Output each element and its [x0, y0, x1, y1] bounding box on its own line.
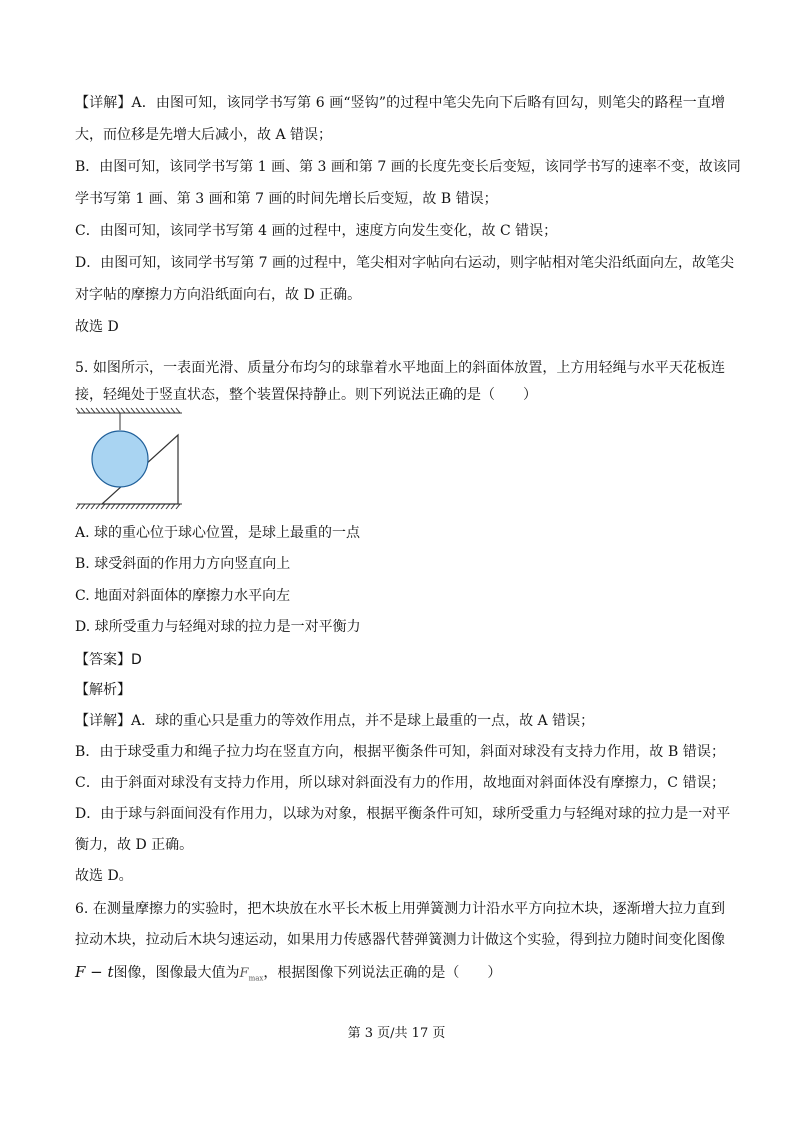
question-6-stem: 拉动木块，拉动后木块匀速运动，如果用力传感器代替弹簧测力计做这个实验，得到拉力随时间变化图像 — [75, 932, 725, 948]
analysis-label: 【解析】 — [75, 682, 131, 698]
text-fragment: ，根据图像下列说法正确的是（ ） — [263, 965, 502, 981]
text-fragment: 图像，图像最大值为 — [113, 965, 240, 981]
ceiling-hatch — [76, 408, 182, 413]
option-c: C. 地面对斜面体的摩擦力水平向左 — [75, 588, 291, 604]
text-line: C．由图可知，该同学书写第 4 画的过程中，速度方向发生变化，故 C 错误； — [75, 223, 558, 239]
ground-hatch — [76, 504, 182, 509]
text-line: C．由于斜面对球没有支持力作用，所以球对斜面没有力的作用，故地面对斜面体没有摩擦力，C 错误； — [75, 775, 725, 791]
text-line: B．由于球受重力和绳子拉力均在竖直方向，根据平衡条件可知，斜面对球没有支持力作用，故 B 错误； — [75, 744, 725, 760]
page-footer: 第 3 页/共 17 页 — [347, 1026, 446, 1041]
text-line: 对字帖的摩擦力方向沿纸面向右，故 D 正确。 — [75, 287, 362, 303]
ball-incline-figure — [74, 405, 189, 515]
option-b: B. 球受斜面的作用力方向竖直向上 — [75, 556, 291, 572]
question-5-stem: 接，轻绳处于竖直状态，整个装置保持静止。则下列说法正确的是（ ） — [75, 387, 537, 403]
option-d: D. 球所受重力与轻绳对球的拉力是一对平衡力 — [75, 619, 361, 635]
question-5-stem: 5. 如图所示，一表面光滑、质量分布均匀的球靠着水平地面上的斜面体放置，上方用轻绳与水平天花板连 — [75, 360, 725, 376]
f-max-symbol: $F_{max}$ — [239, 966, 264, 983]
question-6-stem — [75, 962, 725, 989]
text-line: D．由于球与斜面间没有作用力，以球为对象，根据平衡条件可知，球所受重力与轻绳对球的拉力是一对平 — [75, 806, 731, 822]
question-6-stem: 6. 在测量摩擦力的实验时，把木块放在水平长木板上用弹簧测力计沿水平方向拉木块，逐渐增大拉力直到 — [75, 901, 725, 917]
option-a: A. 球的重心位于球心位置，是球上最重的一点 — [75, 525, 361, 541]
ball — [92, 431, 148, 487]
text-line: 【详解】A．由图可知，该同学书写第 6 画“竖钩”的过程中笔尖先向下后略有回勾，则笔尖的路程一直增 — [75, 95, 725, 111]
text-line: 故选 D。 — [75, 868, 133, 884]
answer-label: 【答案】D — [75, 652, 142, 668]
text-line: 衡力，故 D 正确。 — [75, 837, 194, 853]
text-line: 大，而位移是先增大后减小，故 A 错误； — [75, 127, 333, 143]
text-line: 学书写第 1 画、第 3 画和第 7 画的时间先增长后变短，故 B 错误； — [75, 191, 498, 207]
text-line: D．由图可知，该同学书写第 7 画的过程中，笔尖相对字帖向右运动，则字帖相对笔尖沿纸面向左，故笔尖 — [75, 255, 735, 271]
text-line: 【详解】A．球的重心只是重力的等效作用点，并不是球上最重的一点，故 A 错误； — [75, 713, 595, 729]
text-line: 故选 D — [75, 319, 119, 335]
text-line: B．由图可知，该同学书写第 1 画、第 3 画和第 7 画的长度先变长后变短，该同学书写的速率不变，故该同 — [75, 159, 741, 175]
f-t-symbol: F − t — [75, 963, 114, 981]
